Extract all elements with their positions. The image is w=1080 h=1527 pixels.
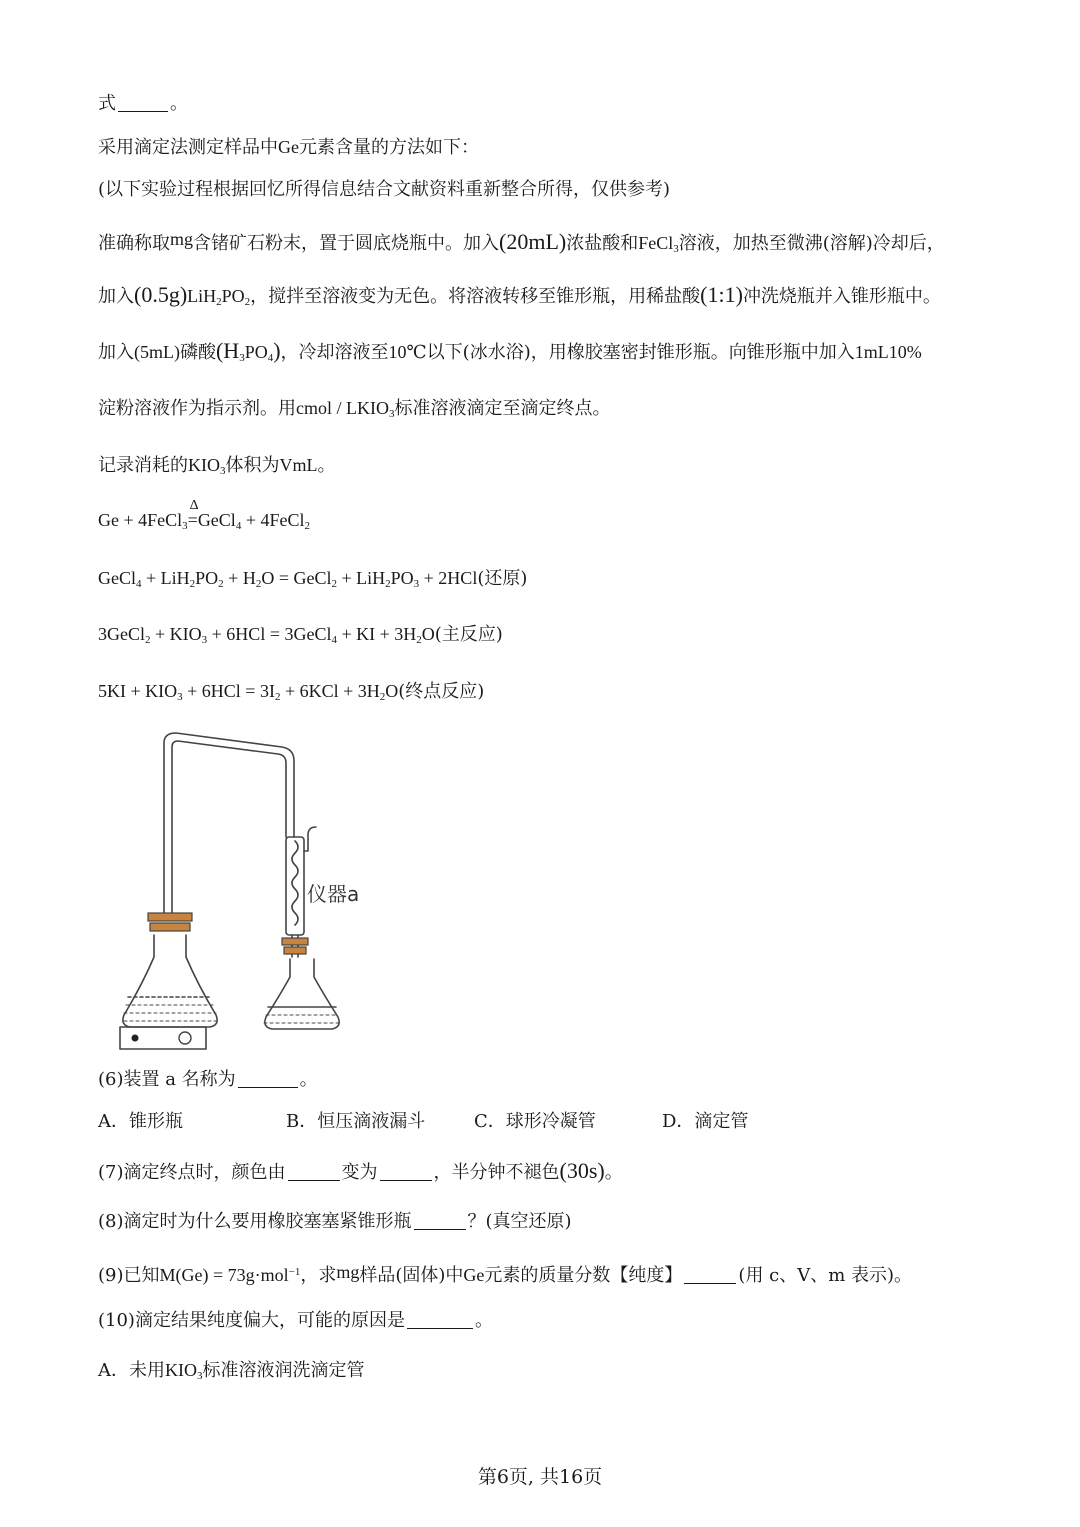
equation-2 — [98, 566, 527, 596]
text: 。 — [474, 1310, 493, 1331]
connecting-tube — [164, 733, 294, 913]
chem-text: (20mL) — [499, 229, 567, 254]
equation-4 — [98, 679, 484, 709]
chem-text: 3GeCl — [98, 624, 145, 644]
subscript: 2 — [216, 296, 222, 308]
text: 含锗矿石粉末，置于圆底烧瓶中。加入 — [193, 233, 500, 254]
option-d: D．滴定管 — [662, 1111, 749, 1132]
text: ，冷却溶液至 — [280, 342, 389, 363]
condenser-body — [286, 837, 304, 935]
subscript: 3 — [673, 243, 679, 255]
subscript: 2 — [244, 296, 251, 308]
subscript: 2 — [218, 578, 224, 590]
subscript: 2 — [255, 578, 262, 590]
chem-text: Ge — [463, 1265, 485, 1285]
subscript: 3 — [220, 465, 226, 477]
text: 。 — [299, 1069, 318, 1090]
text-line-7 — [98, 396, 610, 426]
chem-text: M(Ge) = 73g·mol — [159, 1265, 289, 1285]
chem-text: VmL — [279, 455, 318, 475]
chem-text: 5KI + KIO — [98, 681, 178, 701]
answer-blank — [407, 1310, 473, 1329]
text: 。 — [317, 455, 336, 476]
right-stopper-lower — [284, 947, 306, 954]
superscript: −1 — [288, 1266, 301, 1278]
answer-blank — [118, 93, 168, 112]
chem-text: PO — [221, 286, 245, 306]
chem-text: + LiH — [336, 568, 386, 588]
question-text: (9)已知 — [98, 1265, 160, 1286]
subscript: 3 — [201, 634, 208, 646]
chem-text: PO — [244, 342, 268, 362]
chem-text: + KI + 3H — [336, 624, 417, 644]
text: 加入 — [98, 342, 134, 363]
option-a: A．锥形瓶 — [98, 1111, 183, 1132]
equation-3 — [98, 622, 503, 652]
left-liquid-hatch — [124, 1005, 216, 1021]
question-6 — [98, 1068, 318, 1092]
text-line-1 — [98, 92, 188, 116]
equation-1 — [98, 498, 310, 538]
chem-text: (30s) — [559, 1158, 605, 1183]
chem-text: PO — [390, 568, 414, 588]
text: 冲洗烧瓶并入锥形瓶中。 — [742, 286, 941, 307]
subscript: 3 — [177, 691, 183, 703]
text: 标准溶液滴定至滴定终点。 — [394, 398, 611, 419]
subscript: 2 — [189, 578, 196, 590]
text: ，半分钟不褪色 — [433, 1162, 560, 1183]
chem-text: (H — [215, 338, 240, 363]
text: 体积为 — [225, 455, 280, 476]
subscript: 2 — [304, 520, 310, 532]
text: 元素的质量分数【纯度】 — [484, 1265, 683, 1286]
question-text: (6)装置 a 名称为 — [98, 1069, 236, 1090]
chem-text: + KIO — [150, 624, 202, 644]
chem-text: GeCl — [98, 568, 136, 588]
chem-text: O = GeCl — [261, 568, 332, 588]
chem-text: cmol / LKIO — [296, 398, 389, 418]
right-liquid-hatch — [264, 1015, 340, 1023]
chem-text: 1mL10% — [854, 342, 922, 362]
subscript: 3 — [413, 578, 420, 590]
chem-text: mg — [170, 229, 194, 249]
text: 标准溶液润洗滴定管 — [202, 1360, 365, 1381]
option-c: C．球形冷凝管 — [474, 1111, 596, 1132]
subscript: 4 — [136, 578, 142, 590]
subscript: 3 — [239, 352, 245, 364]
right-stopper — [282, 938, 308, 945]
subscript: 2 — [145, 634, 151, 646]
text: 加入 — [98, 286, 134, 307]
text-line-4 — [98, 227, 945, 261]
question-10 — [98, 1309, 493, 1333]
instrument-a-label: 仪器a — [307, 882, 360, 906]
text: 磷酸 — [179, 342, 216, 363]
condenser-side-arm — [304, 827, 316, 851]
chem-text: O — [421, 624, 435, 644]
answer-blank — [238, 1069, 298, 1088]
question-text: (8)滴定时为什么要用橡胶塞塞紧锥形瓶 — [98, 1211, 412, 1232]
option-b: B．恒压滴液漏斗 — [286, 1111, 426, 1132]
chem-text: + 6HCl = 3I — [182, 681, 275, 701]
chem-text: PO — [195, 568, 219, 588]
text: ，搅拌至溶液变为无色。将溶液转移至锥形瓶，用稀盐酸 — [250, 286, 701, 307]
chem-text: LiH — [187, 286, 217, 306]
chem-text: + 4FeCl — [241, 510, 305, 530]
chem-text: Ge + 4FeCl — [98, 510, 183, 530]
chem-text: GeCl — [197, 510, 236, 530]
subscript: 3 — [182, 520, 188, 532]
equals-sign: = — [187, 510, 198, 530]
answer-blank — [288, 1162, 340, 1181]
option-text: A．未用 — [98, 1360, 165, 1381]
chem-text: + LiH — [141, 568, 190, 588]
chem-text: mg — [336, 1262, 360, 1282]
subscript: 4 — [267, 352, 274, 364]
text: 溶液，加热至微沸(溶解)冷却后， — [678, 233, 945, 254]
subscript: 2 — [331, 578, 337, 590]
subscript: 3 — [197, 1370, 203, 1382]
question-8 — [98, 1210, 572, 1234]
text: 浓盐酸和 — [566, 233, 639, 254]
connecting-tube-inner — [172, 741, 286, 913]
chem-text: (5mL) — [134, 342, 180, 362]
reaction-note: (还原) — [477, 568, 528, 589]
question-text: (10)滴定结果纯度偏大，可能的原因是 — [98, 1310, 405, 1331]
left-stopper-lower — [150, 923, 190, 931]
chem-text: (1:1) — [700, 282, 743, 307]
text: 元素含量的方法如下： — [299, 137, 479, 158]
text: 。 — [170, 93, 188, 114]
text: (以下实验过程根据回忆所得信息结合文献资料重新整合所得，仅供参考) — [98, 179, 671, 200]
text: 式 — [98, 93, 116, 114]
apparatus-diagram — [110, 725, 380, 1055]
answer-blank — [684, 1265, 736, 1284]
hot-plate-knob — [179, 1032, 191, 1044]
question-text: (7)滴定终点时，颜色由 — [98, 1162, 286, 1183]
text: 以下(冰水浴)，用橡胶塞密封锥形瓶。向锥形瓶中加入 — [426, 342, 855, 363]
text-line-8 — [98, 453, 336, 483]
text: 样品(固体)中 — [359, 1265, 464, 1286]
subscript: 3 — [388, 408, 395, 420]
text: 淀粉溶液作为指示剂。用 — [98, 398, 296, 419]
text-line-6 — [98, 339, 922, 370]
subscript: 4 — [235, 520, 242, 532]
page-footer: 第6页, 共16页 — [477, 1466, 603, 1488]
condenser-coil — [292, 841, 298, 925]
left-stopper — [148, 913, 192, 921]
text: 记录消耗的 — [98, 455, 188, 476]
chem-text: + 2HCl — [419, 568, 478, 588]
reaction-note: (主反应) — [434, 624, 503, 645]
chem-text: + 6KCl + 3H — [280, 681, 380, 701]
subscript: 2 — [385, 578, 391, 590]
text: (用 c、V、m 表示)。 — [738, 1265, 913, 1286]
chem-text: (0.5g) — [134, 282, 188, 307]
heat-condition — [187, 498, 199, 532]
answer-blank — [414, 1211, 466, 1230]
chem-text: FeCl — [638, 233, 674, 253]
text: 采用滴定法测定样品中 — [98, 137, 278, 158]
hot-plate-indicator — [132, 1035, 139, 1042]
text-line-2 — [98, 135, 479, 160]
right-flask — [265, 959, 339, 1029]
question-10-option-a — [98, 1358, 365, 1388]
chem-text: 10℃ — [388, 342, 427, 362]
delta-symbol: Δ — [189, 498, 199, 513]
question-7 — [98, 1159, 623, 1185]
text: 。 — [604, 1162, 623, 1183]
subscript: 2 — [274, 691, 281, 703]
subscript: 2 — [379, 691, 386, 703]
answer-blank — [380, 1162, 432, 1181]
subscript: 4 — [331, 634, 337, 646]
text-line-5 — [98, 283, 941, 314]
chem-text: + 6HCl = 3GeCl — [207, 624, 332, 644]
question-6-options — [98, 1110, 748, 1134]
text: ，求 — [300, 1265, 337, 1286]
text: 准确称取 — [98, 233, 170, 254]
text-line-3 — [98, 178, 670, 202]
text: ？(真空还原) — [467, 1211, 572, 1232]
subscript: 2 — [416, 634, 422, 646]
chem-text: KIO — [188, 455, 220, 475]
text: 变为 — [341, 1162, 378, 1183]
chem-text: Ge — [278, 137, 299, 157]
reaction-note: (终点反应) — [398, 681, 485, 702]
chem-text: KIO — [165, 1360, 197, 1380]
chem-text: ) — [273, 338, 281, 363]
chem-text: O — [385, 681, 399, 701]
chem-text: + H — [223, 568, 256, 588]
question-9 — [98, 1260, 912, 1288]
